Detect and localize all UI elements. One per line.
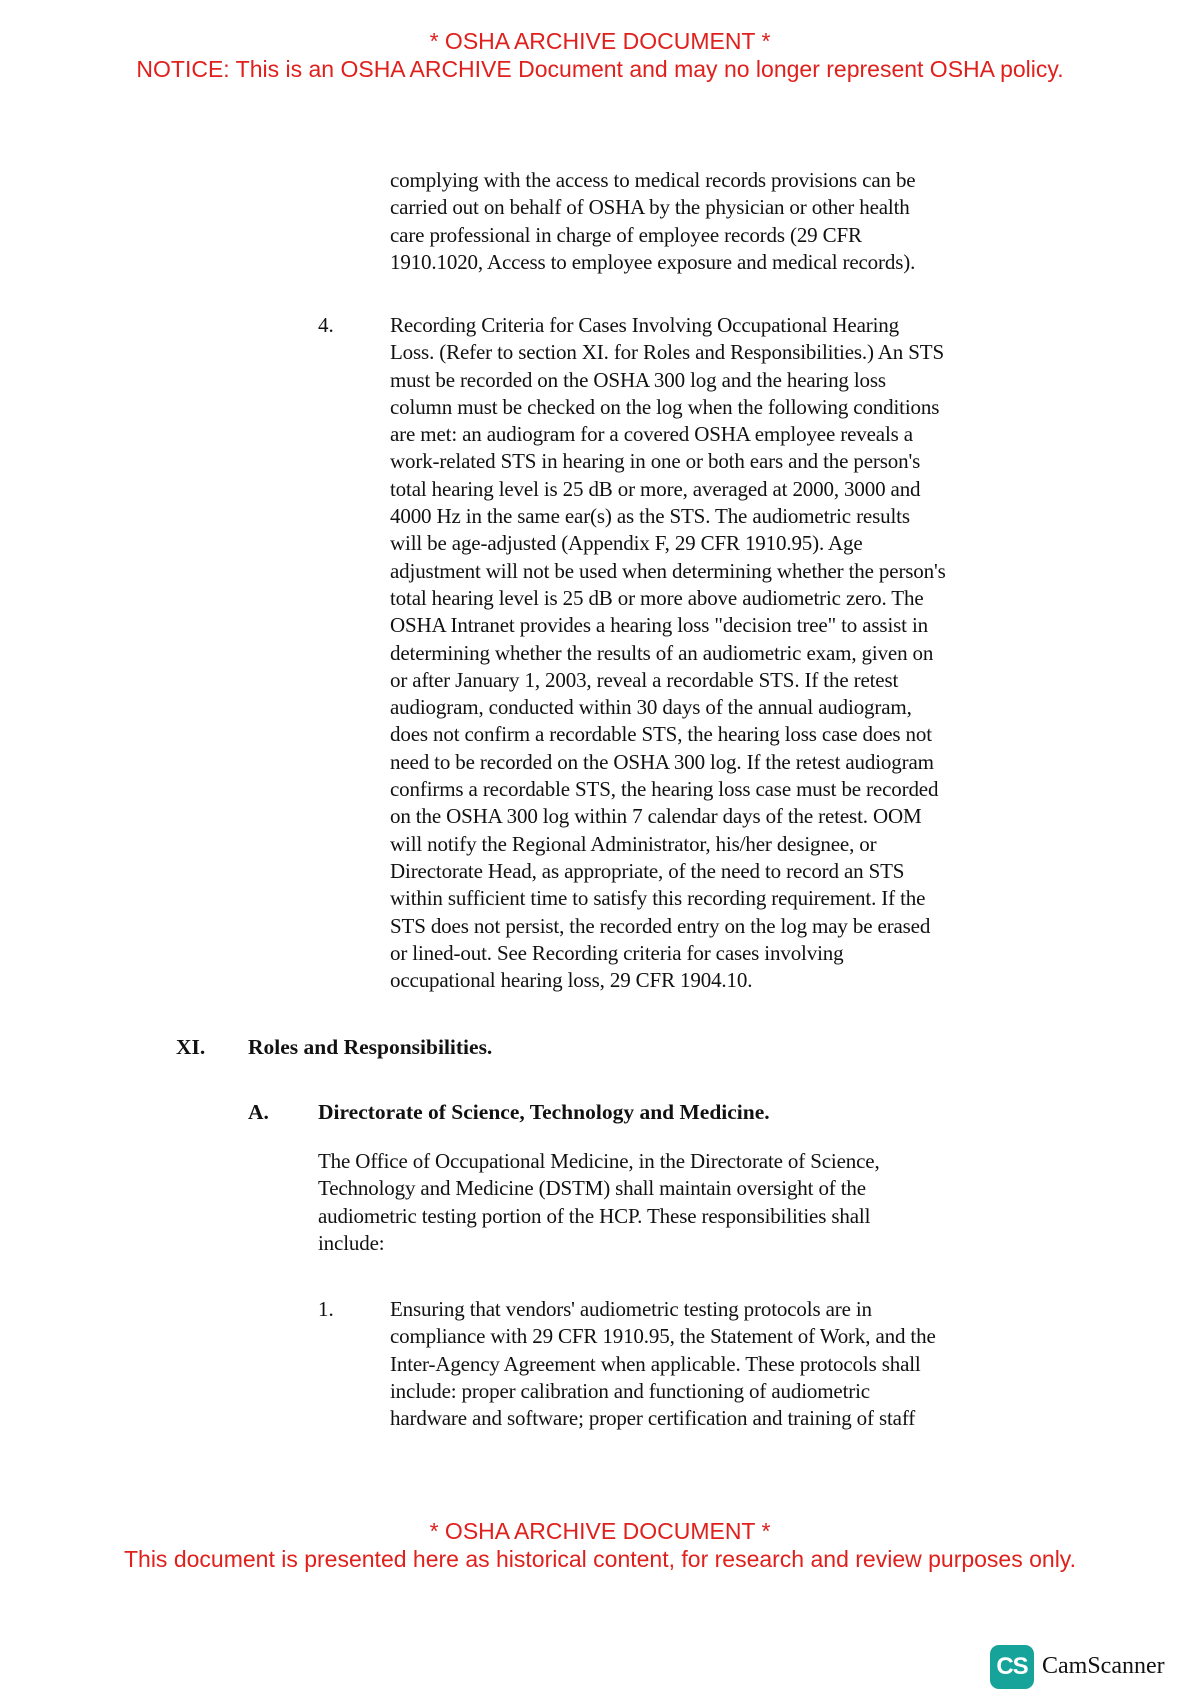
- text-line: Loss. (Refer to section XI. for Roles and Responsibilities.) An STS: [390, 340, 944, 365]
- camscanner-logo-icon: CS: [990, 1645, 1034, 1689]
- text-line: Directorate Head, as appropriate, of the need to record an STS: [390, 858, 905, 883]
- text-line: The Office of Occupational Medicine, in the Directorate of Science,: [318, 1149, 880, 1173]
- subsection-a-title: Directorate of Science, Technology and Medicine.: [318, 1100, 770, 1124]
- text-line: include:: [318, 1230, 385, 1255]
- text-line: audiometric testing portion of the HCP. These responsibilities shall: [318, 1203, 871, 1228]
- dstm-intro-paragraph: [318, 1148, 880, 1257]
- text-line: care professional in charge of employee records (29 CFR: [390, 222, 862, 247]
- archive-banner-title: * OSHA ARCHIVE DOCUMENT *: [429, 28, 771, 54]
- text-line: will notify the Regional Administrator, his/her designee, or: [390, 831, 877, 856]
- text-line: adjustment will not be used when determining whether the person's: [390, 558, 946, 583]
- archive-banner-title: * OSHA ARCHIVE DOCUMENT *: [429, 1518, 771, 1544]
- text-line: Inter-Agency Agreement when applicable. These protocols shall: [390, 1351, 921, 1376]
- text-line: must be recorded on the OSHA 300 log and the hearing loss: [390, 367, 886, 392]
- text-line: Recording Criteria for Cases Involving Occupational Hearing: [390, 313, 899, 337]
- item-4-number: 4.: [318, 313, 334, 337]
- archive-banner-disclaimer: This document is presented here as historical content, for research and review purposes only.: [123, 1546, 1076, 1572]
- text-line: on the OSHA 300 log within 7 calendar days of the retest. OOM: [390, 804, 922, 829]
- text-line: determining whether the results of an audiometric exam, given on: [390, 640, 934, 665]
- item-1-number: 1.: [318, 1297, 334, 1321]
- text-line: OSHA Intranet provides a hearing loss "decision tree" to assist in: [390, 613, 928, 638]
- text-line: STS does not persist, the recorded entry on the log may be erased: [390, 913, 931, 938]
- text-line: Technology and Medicine (DSTM) shall maintain oversight of the: [318, 1176, 866, 1201]
- text-line: or lined-out. See Recording criteria for cases involving: [390, 940, 844, 965]
- subsection-a-letter: A.: [248, 1100, 269, 1124]
- text-line: within sufficient time to satisfy this recording requirement. If the: [390, 886, 926, 911]
- continued-paragraph: [390, 167, 915, 276]
- text-line: are met: an audiogram for a covered OSHA employee reveals a: [390, 422, 913, 447]
- text-line: column must be checked on the log when the following conditions: [390, 394, 940, 419]
- item-4-paragraph: [390, 312, 946, 994]
- text-line: will be age-adjusted (Appendix F, 29 CFR 1910.95). Age: [390, 531, 863, 556]
- archive-banner-top: [0, 27, 1200, 83]
- text-line: occupational hearing loss, 29 CFR 1904.10.: [390, 968, 753, 993]
- archive-banner-notice: NOTICE: This is an OSHA ARCHIVE Document and may no longer represent OSHA policy.: [136, 56, 1064, 82]
- section-xi-number: XI.: [176, 1035, 206, 1059]
- camscanner-watermark: CamScanner: [1042, 1653, 1165, 1679]
- text-line: hardware and software; proper certification and training of staff: [390, 1406, 916, 1431]
- text-line: compliance with 29 CFR 1910.95, the Statement of Work, and the: [390, 1324, 936, 1349]
- text-line: confirms a recordable STS, the hearing loss case must be recorded: [390, 777, 939, 802]
- text-line: total hearing level is 25 dB or more, averaged at 2000, 3000 and: [390, 476, 921, 501]
- text-line: include: proper calibration and functioning of audiometric: [390, 1378, 870, 1403]
- item-1-paragraph: [390, 1296, 936, 1432]
- text-line: need to be recorded on the OSHA 300 log. If the retest audiogram: [390, 749, 934, 774]
- text-line: does not confirm a recordable STS, the hearing loss case does not: [390, 722, 932, 747]
- text-line: total hearing level is 25 dB or more above audiometric zero. The: [390, 585, 924, 610]
- text-line: 4000 Hz in the same ear(s) as the STS. The audiometric results: [390, 504, 910, 529]
- text-line: Ensuring that vendors' audiometric testing protocols are in: [390, 1297, 872, 1321]
- text-line: complying with the access to medical records provisions can be: [390, 168, 916, 192]
- text-line: 1910.1020, Access to employee exposure and medical records).: [390, 249, 916, 274]
- text-line: audiogram, conducted within 30 days of the annual audiogram,: [390, 695, 912, 720]
- archive-banner-bottom: [0, 1517, 1200, 1573]
- text-line: work-related STS in hearing in one or both ears and the person's: [390, 449, 921, 474]
- text-line: carried out on behalf of OSHA by the physician or other health: [390, 195, 910, 220]
- section-xi-title: Roles and Responsibilities.: [248, 1035, 493, 1059]
- text-line: or after January 1, 2003, reveal a recordable STS. If the retest: [390, 667, 899, 692]
